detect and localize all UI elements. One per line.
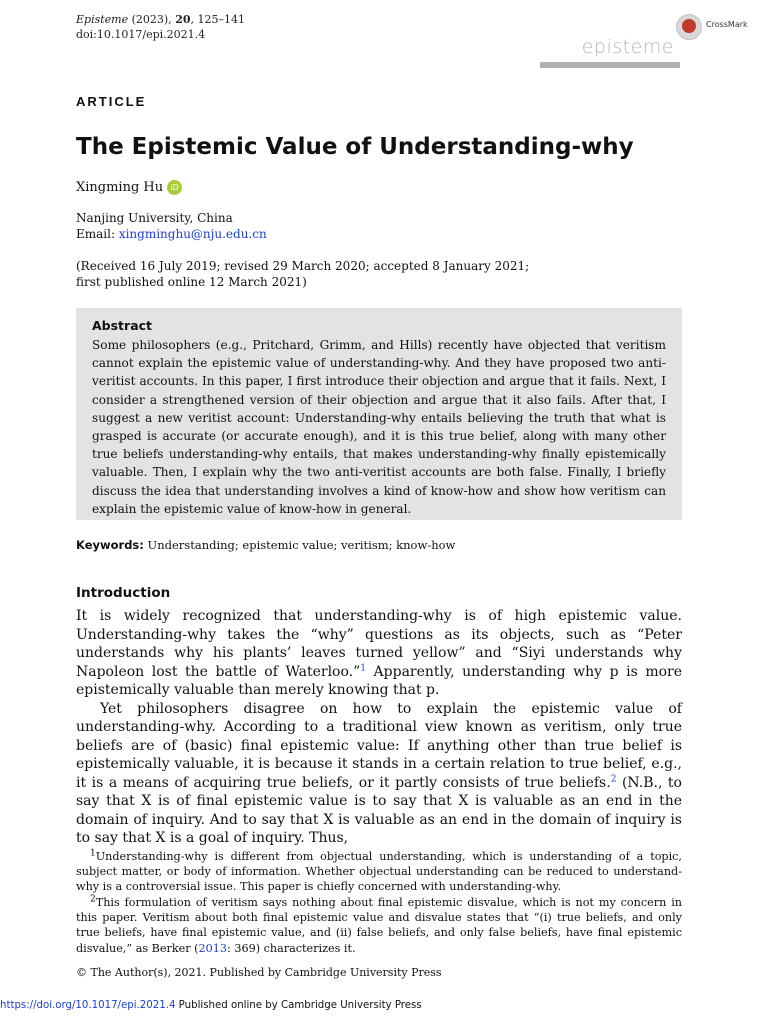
author-line [76, 180, 182, 195]
footnote-2-text-a: This formulation of veritism says nothing about final epistemic disvalue, which is not my concern in this paper. Veritism about both final epistemic value and disvalue states that “(i) true beliefs, and only true beliefs, have final epistemic value, and (ii) false beliefs, and only false beliefs, have final epistemic disvalue,” as Berker ( [76, 896, 682, 955]
abstract-heading: Abstract [92, 318, 153, 333]
author-name: Xingming Hu [76, 180, 164, 195]
keywords-text: Understanding; epistemic value; veritism; know-how [143, 538, 456, 552]
paragraph-1-text-a: It is widely recognized that understanding-why is of high epistemic value. Understanding-why takes the “why” questions as its objects, such as “Peter understands why his plants’ leaves turned yellow” and “Siyi understands why Napoleon lost the battle of Waterloo.” [76, 608, 682, 680]
journal-citation [76, 12, 245, 42]
footer-published: Published online by Cambridge University Press [175, 1000, 422, 1011]
footnote-ref-2[interactable]: 2 [610, 773, 617, 784]
keywords-line [76, 538, 455, 552]
footnote-2 [76, 895, 682, 956]
journal-logo [540, 36, 680, 68]
history-line-2: first published online 12 March 2021) [76, 275, 307, 289]
crossmark-label: CrossMark [706, 20, 748, 29]
crossmark-icon [676, 14, 702, 40]
publication-history [76, 258, 529, 290]
footnote-1 [76, 849, 682, 895]
footnote-1-text: Understanding-why is different from objectual understanding, which is understanding of a topic, subject matter, or body of information. Whether objectual understanding can be reduced to understand-why is a controversial issue. This paper is chiefly concerned with understanding-why. [76, 850, 682, 894]
footnote-1-number: 1 [90, 848, 96, 859]
affiliation-institution: Nanjing University, China [76, 211, 233, 225]
footer-doi-link[interactable]: https://doi.org/10.1017/epi.2021.4 [0, 1000, 176, 1011]
paper-title: The Epistemic Value of Understanding-why [76, 134, 634, 160]
journal-pages: , 125–141 [190, 13, 245, 26]
copyright-notice: © The Author(s), 2021. Published by Cambridge University Press [76, 966, 442, 979]
journal-year: (2023), [128, 13, 176, 26]
affiliation-block [76, 210, 267, 242]
article-doi: doi:10.1017/epi.2021.4 [76, 28, 206, 41]
journal-volume: 20 [175, 13, 191, 26]
footnote-ref-1[interactable]: 1 [360, 662, 367, 673]
email-link[interactable]: xingminghu@nju.edu.cn [118, 227, 267, 241]
paragraph-2-text-a: Yet philosophers disagree on how to explain the epistemic value of understanding-why. According to a traditional view known as veritism, only true beliefs are of (basic) final epistemic value: If anything other than true belief is epistemically valuable, it is because it stands in a certain relation to true belief, e.g., it is a means of acquiring true beliefs, or it partly consists of true beliefs. [76, 700, 682, 791]
journal-name: Episteme [76, 13, 129, 26]
abstract-text: Some philosophers (e.g., Pritchard, Grimm, and Hills) recently have objected that veritism cannot explain the epistemic value of understanding-why. And they have proposed two anti-veritist accounts. In this paper, I first introduce their objection and argue that it fails. Next, I consider a strengthened version of their objection and argue that it also fails. After that, I suggest a new veritist account: Understanding-why entails believing the truth that what is grasped is accurate (or accurate enough), and it is this true belief, along with many other true beliefs understanding-why entails, that makes understanding-why finally epistemically valuable. Then, I explain why the two anti-veritist accounts are both false. Finally, I briefly discuss the idea that understanding involves a kind of know-how and show how veritism can explain the epistemic value of know-how in general. [92, 338, 666, 516]
orcid-icon[interactable]: iD [167, 180, 182, 195]
history-line-1: (Received 16 July 2019; revised 29 March 2020; accepted 8 January 2021; [76, 259, 530, 273]
paragraph-2-text-b: (N.B., to say that X is of final epistemic value is to say that X is valuable as an end in the domain of inquiry. And to say that X is valuable as an end in the domain of inquiry is to say that X is a goal of inquiry. Thus, [76, 774, 682, 846]
crossmark-badge[interactable] [676, 14, 758, 40]
abstract-box [76, 308, 682, 520]
email-label: Email: [76, 227, 119, 241]
citation-link-berker[interactable]: 2013 [198, 941, 228, 955]
page-footer [0, 1000, 422, 1011]
keywords-label: Keywords: [76, 538, 144, 552]
footnote-2-number: 2 [90, 894, 96, 905]
paragraph-2 [76, 700, 682, 848]
journal-logo-bar [540, 62, 680, 68]
introduction-heading: Introduction [76, 585, 171, 601]
paragraph-1 [76, 607, 682, 700]
journal-logo-text: episteme [581, 36, 674, 58]
article-type-label: ARTICLE [76, 94, 147, 109]
introduction-body [76, 607, 682, 848]
paragraph-1-text-b: Apparently, understanding why p is more epistemically valuable than merely knowing that p. [76, 663, 682, 698]
footnote-2-text-b: : 369) characterizes it. [227, 941, 356, 955]
